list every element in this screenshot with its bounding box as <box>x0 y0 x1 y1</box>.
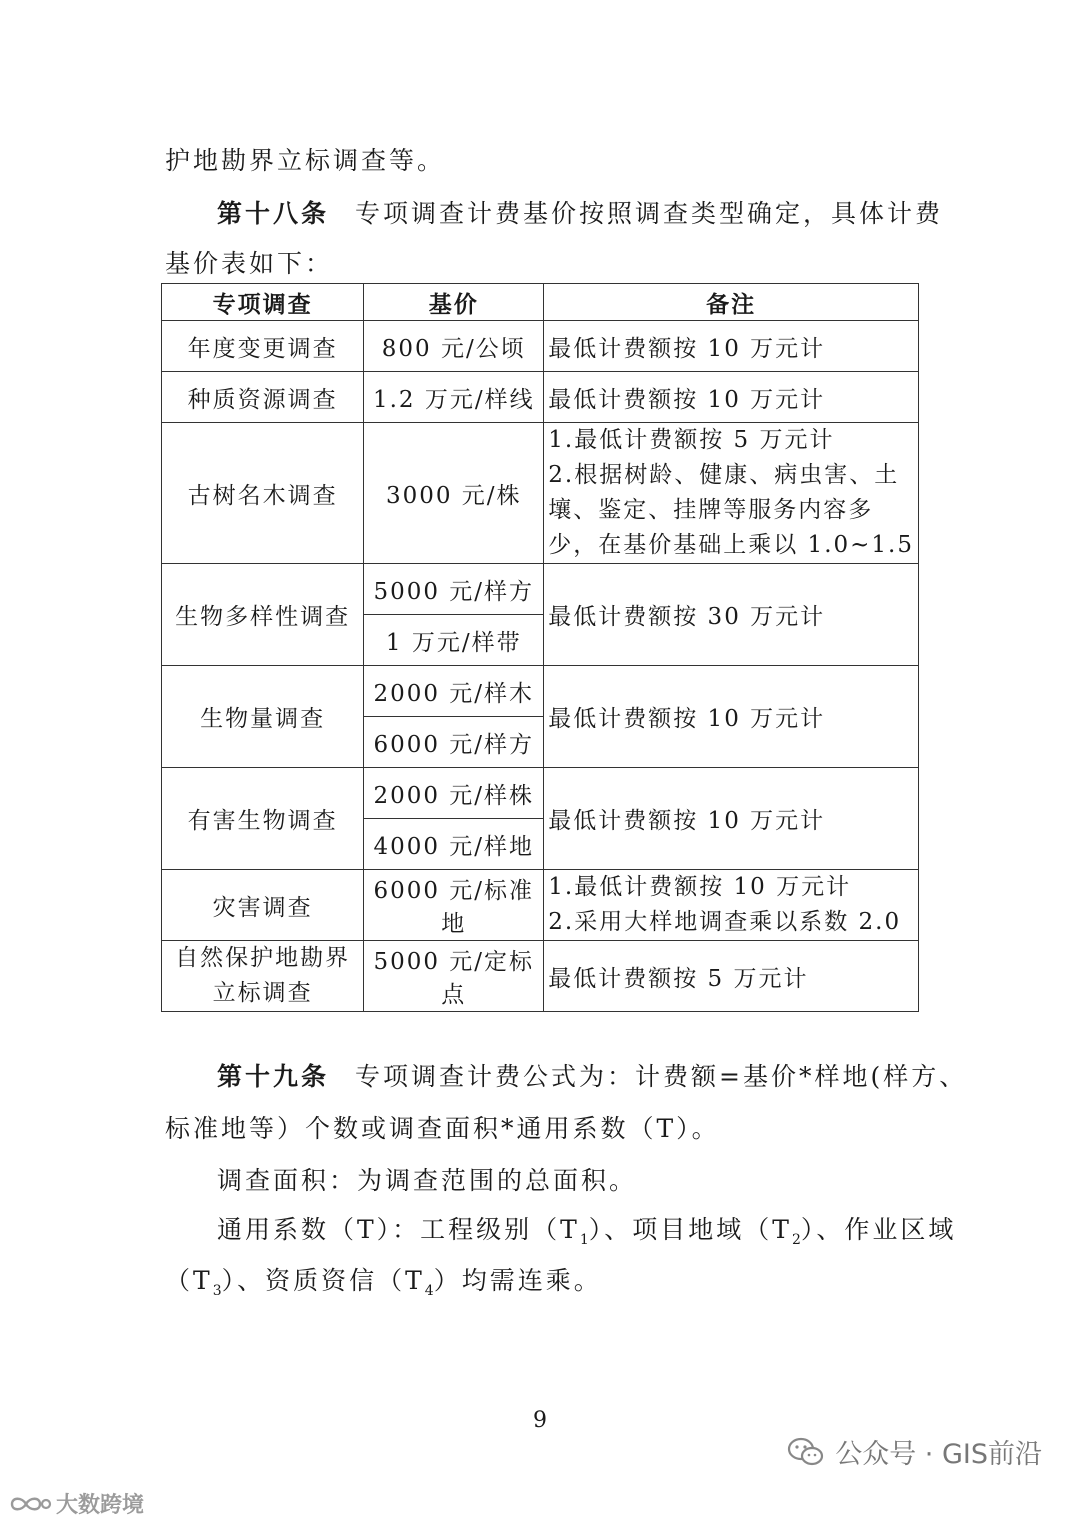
table-row <box>162 564 919 615</box>
logo-text: 大数跨境 <box>56 1493 145 1518</box>
cell-note <box>544 423 919 564</box>
note-line: 少，在基价基础上乘以 1.0~1.5 <box>548 532 914 558</box>
cell-price: 3000 元/株 <box>364 423 544 564</box>
note-line: 1.最低计费额按 5 万元计 <box>548 427 835 453</box>
cell-price: 2000 元/样木 <box>364 666 544 717</box>
cell-type: 种质资源调查 <box>162 372 364 423</box>
coef-text: ）、项目地域（T <box>588 1215 792 1244</box>
cell-price: 5000 元/定标点 <box>364 941 544 1012</box>
table-header-row <box>162 284 919 321</box>
cell-type: 灾害调查 <box>162 870 364 941</box>
table-row <box>162 372 919 423</box>
table-row <box>162 423 919 564</box>
cell-price: 1.2 万元/样线 <box>364 372 544 423</box>
article-18-label: 第十八条 <box>217 199 330 228</box>
infinity-logo-icon <box>8 1493 52 1515</box>
coef-subscript: 4 <box>424 1283 434 1299</box>
article-18-text: 专项调查计费基价按照调查类型确定，具体计费 <box>355 199 944 228</box>
cell-note: 最低计费额按 10 万元计 <box>544 666 919 768</box>
page-number: 9 <box>533 1408 547 1433</box>
cell-price: 6000 元/标准地 <box>364 870 544 941</box>
cell-type: 有害生物调查 <box>162 768 364 870</box>
cell-type: 年度变更调查 <box>162 321 364 372</box>
header-note: 备注 <box>544 284 919 321</box>
cell-price: 6000 元/样方 <box>364 717 544 768</box>
header-type: 专项调查 <box>162 284 364 321</box>
cell-note: 最低计费额按 5 万元计 <box>544 941 919 1012</box>
wechat-icon <box>787 1437 825 1467</box>
cell-type: 生物多样性调查 <box>162 564 364 666</box>
cell-note <box>544 870 919 941</box>
table-row <box>162 870 919 941</box>
note-line: 壤、鉴定、挂牌等服务内容多 <box>548 497 874 523</box>
coefficient-line2 <box>165 1256 920 1316</box>
cell-note: 最低计费额按 10 万元计 <box>544 321 919 372</box>
cell-price: 4000 元/样地 <box>364 819 544 870</box>
area-definition: 调查面积：为调查范围的总面积。 <box>217 1166 638 1195</box>
table-row <box>162 941 919 1012</box>
coef-text: ）、作业区域 <box>800 1215 957 1244</box>
cell-note: 最低计费额按 10 万元计 <box>544 768 919 870</box>
article-19-line2: 标准地等）个数或调查面积*通用系数（T）。 <box>165 1114 720 1143</box>
cell-price: 800 元/公顷 <box>364 321 544 372</box>
cell-type <box>162 941 364 1012</box>
header-price: 基价 <box>364 284 544 321</box>
note-line: 2.根据树龄、健康、病虫害、土 <box>548 462 900 488</box>
table-row <box>162 666 919 717</box>
article-19-label: 第十九条 <box>217 1062 330 1091</box>
cell-type: 生物量调查 <box>162 666 364 768</box>
coef-text: （T <box>165 1266 213 1295</box>
cell-price: 2000 元/样株 <box>364 768 544 819</box>
article-18-line2: 基价表如下： <box>165 249 334 278</box>
fee-table <box>161 283 919 1012</box>
coef-text: ）、资质资信（T <box>221 1266 425 1295</box>
coef-subscript: 2 <box>791 1232 801 1248</box>
type-line: 自然保护地勘界 <box>175 945 351 971</box>
article-19-text: 专项调查计费公式为：计费额=基价*样地(样方、 <box>355 1062 968 1091</box>
coef-text: ）均需连乘。 <box>433 1266 602 1295</box>
coef-subscript: 1 <box>579 1232 589 1248</box>
article-19-line1 <box>165 1052 972 1102</box>
coef-text: 通用系数（T）：工程级别（T <box>217 1215 580 1244</box>
wechat-watermark <box>787 1432 1042 1471</box>
cell-type: 古树名木调查 <box>162 423 364 564</box>
coef-subscript: 3 <box>212 1283 222 1299</box>
cell-price: 5000 元/样方 <box>364 564 544 615</box>
cell-price: 1 万元/样带 <box>364 615 544 666</box>
note-line: 2.采用大样地调查乘以系数 2.0 <box>548 909 902 935</box>
type-line: 立标调查 <box>212 980 313 1006</box>
article-18-line1 <box>165 189 972 239</box>
intro-line: 护地勘界立标调查等。 <box>165 146 446 175</box>
table-row <box>162 321 919 372</box>
note-line: 1.最低计费额按 10 万元计 <box>548 874 852 900</box>
table-row <box>162 768 919 819</box>
brand-logo-watermark <box>8 1488 144 1519</box>
cell-note: 最低计费额按 10 万元计 <box>544 372 919 423</box>
wechat-text: 公众号 · GIS前沿 <box>835 1439 1042 1470</box>
cell-note: 最低计费额按 30 万元计 <box>544 564 919 666</box>
